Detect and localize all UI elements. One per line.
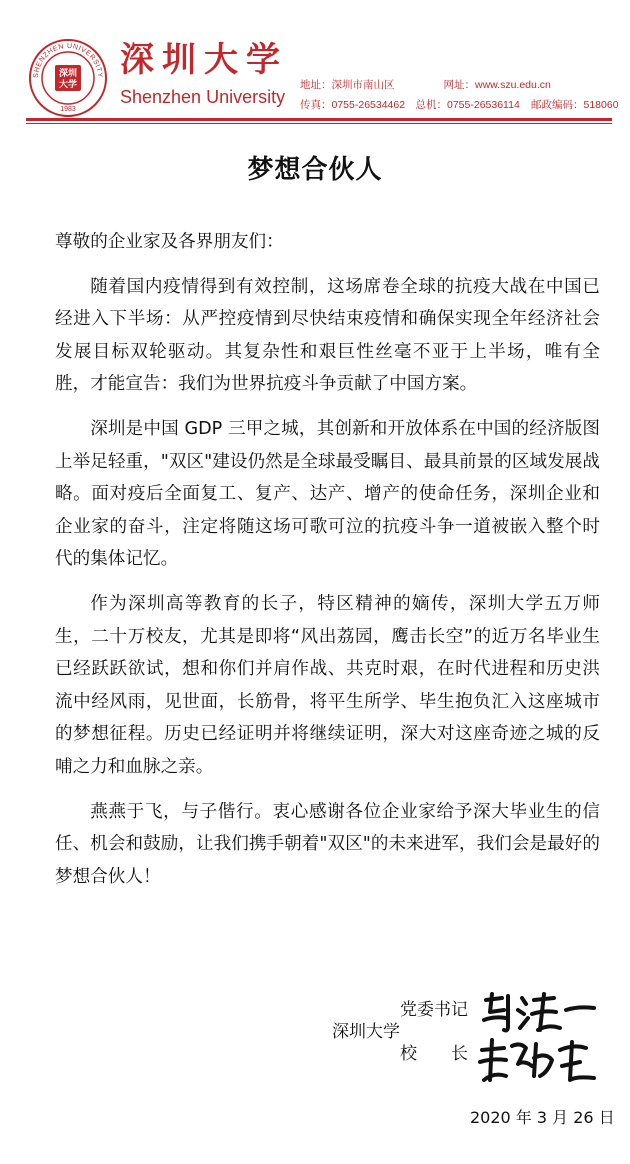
letter-body: [55, 226, 600, 893]
paragraph-4: 燕燕于飞，与子偕行。衷心感谢各位企业家给予深大毕业生的信任、机会和鼓励，让我们携手朝着"双区"的未来进军，我们会是最好的梦想合伙人！: [55, 801, 600, 887]
signatory-university: 深圳大学: [332, 1022, 400, 1042]
letter-title: 梦想合伙人: [247, 155, 383, 185]
address-value: 深圳市南山区: [331, 79, 395, 91]
university-name-cn: 深圳大学: [120, 40, 288, 80]
letterhead: [0, 0, 630, 128]
web-value: www.szu.edu.cn: [475, 79, 551, 91]
signature-block: [0, 990, 630, 1100]
letterhead-divider-thick: [26, 118, 612, 121]
fax-label: 传真：: [300, 99, 332, 111]
contact-row-1: [300, 78, 620, 92]
university-name-en: Shenzhen University: [120, 87, 286, 107]
letter-date: 2020 年 3 月 26 日: [470, 1108, 615, 1127]
postcode-label: 邮政编码：: [531, 99, 584, 111]
president-signature-icon: [476, 1036, 602, 1086]
paragraph-3: 作为深圳高等教育的长子，特区精神的嫡传，深圳大学五万师生，二十万校友，尤其是即将“风出荔园，鹰击长空”的近万名毕业生已经跃跃欲试，想和你们并肩作战、共克时艰，在时代进程和历史洪流中经风雨，见世面，长筋骨，将平生所学、毕生抱负汇入这座城市的梦想征程。历史已经证明并将继续证明，深大对这座奇迹之城的反哺之力和血脉之亲。: [55, 593, 600, 777]
postcode-value: 518060: [583, 99, 619, 111]
svg-text:深圳: 深圳: [58, 69, 78, 79]
phone-value: 0755-26536114: [447, 99, 520, 111]
contact-row-2: [300, 98, 620, 112]
signatory-role-secretary: 党委书记: [400, 1000, 468, 1020]
web-label: 网址：: [443, 79, 475, 91]
signatory-role-president: 校 长: [400, 1044, 468, 1064]
secretary-signature-icon: [478, 990, 598, 1038]
address-label: 地址：: [300, 79, 332, 91]
phone-label: 总机：: [415, 99, 447, 111]
paragraph-2: 深圳是中国 GDP 三甲之城，其创新和开放体系在中国的经济版图上举足轻重，"双区"建设仍然是全球最受瞩目、最具前景的区域发展战略。面对疫后全面复工、复产、达产、增产的使命任务，深圳企业和企业家的奋斗，注定将随这场可歌可泣的抗疫斗争一道被嵌入整个时代的集体记忆。: [55, 418, 600, 570]
university-seal-icon: [28, 38, 108, 118]
letterhead-divider-thin: [26, 123, 612, 124]
svg-text:大学: 大学: [58, 80, 78, 90]
svg-text:1983: 1983: [60, 106, 76, 113]
svg-text:SHENZHEN UNIVERSITY: SHENZHEN UNIVERSITY: [32, 42, 104, 79]
fax-value: 0755-26534462: [331, 99, 406, 111]
paragraph-1: 随着国内疫情得到有效控制，这场席卷全球的抗疫大战在中国已经进入下半场：从严控疫情到尽快结束疫情和确保实现全年经济社会发展目标双轮驱动。其复杂性和艰巨性丝毫不亚于上半场，唯有全胜，才能宣告：我们为世界抗疫斗争贡献了中国方案。: [55, 276, 600, 395]
salutation: 尊敬的企业家及各界朋友们：: [55, 232, 284, 252]
